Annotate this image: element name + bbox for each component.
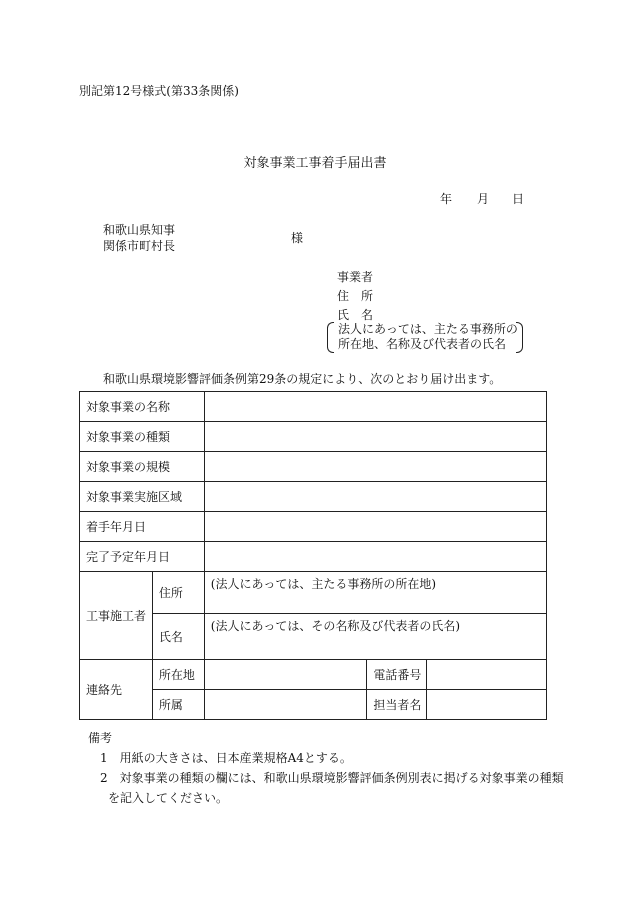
contact-label: 連絡先 bbox=[80, 660, 153, 720]
project-scale-field[interactable] bbox=[204, 452, 546, 482]
row-label: 対象事業の規模 bbox=[80, 452, 205, 482]
contact-dept-label: 所属 bbox=[152, 690, 204, 720]
applicant-note-bracket bbox=[327, 322, 523, 353]
row-label: 対象事業の名称 bbox=[80, 392, 205, 422]
applicant-note-line1: 法人にあっては、主たる事務所の bbox=[338, 322, 518, 336]
applicant-name-label: 氏 名 bbox=[337, 308, 374, 322]
contractor-address-field[interactable] bbox=[204, 572, 546, 614]
contact-person-field[interactable] bbox=[427, 690, 547, 720]
contractor-name-label: 氏名 bbox=[152, 614, 204, 660]
applicant-block bbox=[337, 268, 373, 325]
note-item: を記入してください。 bbox=[108, 791, 229, 805]
contact-person-label: 担当者名 bbox=[367, 690, 427, 720]
project-area-field[interactable] bbox=[204, 482, 546, 512]
project-type-field[interactable] bbox=[204, 422, 546, 452]
contact-phone-label: 電話番号 bbox=[367, 660, 427, 690]
row-label: 完了予定年月日 bbox=[80, 542, 205, 572]
applicant-note bbox=[338, 322, 518, 352]
notes-block bbox=[88, 728, 564, 808]
applicant-note-line2: 所在地、名称及び代表者の氏名 bbox=[338, 337, 507, 351]
date-year-label: 年 bbox=[440, 192, 453, 206]
row-label: 対象事業の種類 bbox=[80, 422, 205, 452]
intro-text: 和歌山県環境影響評価条例第29条の規定により、次のとおり届け出ます。 bbox=[103, 372, 502, 386]
applicant-address-label: 住 所 bbox=[337, 289, 374, 303]
contact-phone-field[interactable] bbox=[427, 660, 547, 690]
contact-dept-field[interactable] bbox=[204, 690, 367, 720]
table-row bbox=[80, 392, 547, 422]
contractor-address-note: (法人にあっては、主たる事務所の所在地) bbox=[210, 577, 437, 591]
addressee-honorific: 様 bbox=[291, 231, 304, 245]
table-row bbox=[80, 482, 547, 512]
document-title: 対象事業工事着手届出書 bbox=[243, 156, 387, 171]
contractor-address-label: 住所 bbox=[152, 572, 204, 614]
note-item: 2 対象事業の種類の欄には、和歌山県環境影響評価条例別表に掲げる対象事業の種類 bbox=[100, 771, 564, 785]
applicant-label: 事業者 bbox=[337, 270, 374, 284]
addressee-mayors: 関係市町村長 bbox=[103, 239, 176, 253]
notes-heading: 備考 bbox=[88, 731, 113, 745]
table-row bbox=[80, 512, 547, 542]
row-label: 着手年月日 bbox=[80, 512, 205, 542]
contractor-name-field[interactable] bbox=[204, 614, 546, 660]
form-number-label: 別記第12号様式(第33条関係) bbox=[79, 84, 239, 98]
left-bracket bbox=[327, 322, 334, 353]
note-item: 1 用紙の大きさは、日本産業規格A4とする。 bbox=[100, 751, 352, 765]
contractor-address-row bbox=[80, 572, 547, 614]
notification-table bbox=[79, 391, 547, 720]
date-day-label: 日 bbox=[512, 192, 525, 206]
project-name-field[interactable] bbox=[204, 392, 546, 422]
date-month-label: 月 bbox=[477, 192, 490, 206]
contact-row-1 bbox=[80, 660, 547, 690]
contractor-name-note: (法人にあっては、その名称及び代表者の氏名) bbox=[210, 619, 461, 633]
addressee-block bbox=[103, 222, 175, 254]
contractor-label: 工事施工者 bbox=[80, 572, 153, 660]
start-date-field[interactable] bbox=[204, 512, 546, 542]
table-row bbox=[80, 542, 547, 572]
contact-location-field[interactable] bbox=[204, 660, 367, 690]
completion-date-field[interactable] bbox=[204, 542, 546, 572]
table-row bbox=[80, 452, 547, 482]
contact-location-label: 所在地 bbox=[152, 660, 204, 690]
addressee-governor: 和歌山県知事 bbox=[103, 223, 176, 237]
row-label: 対象事業実施区域 bbox=[80, 482, 205, 512]
table-row bbox=[80, 422, 547, 452]
